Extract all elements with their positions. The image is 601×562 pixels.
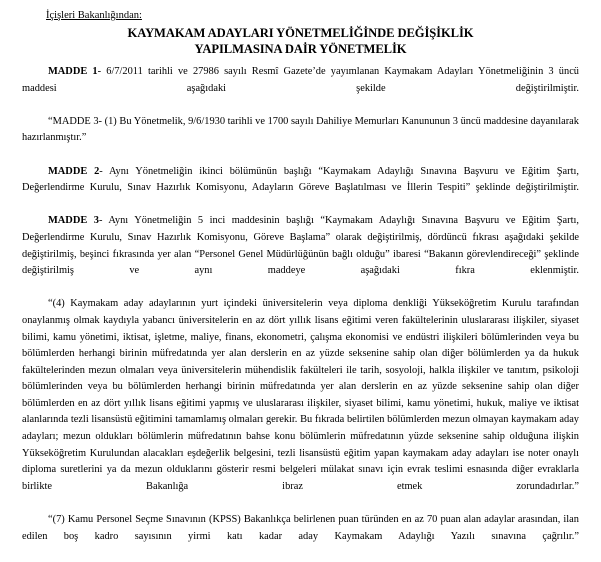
article-label-madde-1: MADDE 1 (48, 66, 98, 77)
article-madde-1 (22, 64, 579, 114)
article-madde-3-quote (22, 114, 579, 164)
article-text-madde-3: - Aynı Yönetmeliğin 5 inci maddesinin başlığı “Kaymakam Adaylığı Sınavına Başvuru ve Eğitim Şartı, Değerlendirme Kurulu, Sınav Hazırlık Komisyonu, Göreve Başlama” olarak değiştirilmiş, dördüncü fıkrası aşağıdaki şekilde değiştirilmiş, beşinci fıkrasında yer alan “Personel Genel Müdürlüğünün bağlı olduğu” ibaresi “Bakanın görevlendireceği” şeklinde değiştirilmiş ve aynı maddeye aşağıdaki fıkra eklenmiştir. (22, 215, 579, 277)
article-text-madde-2: - Aynı Yönetmeliğin ikinci bölümünün başlığı “Kaymakam Adaylığı Sınavına Başvuru ve Eğitim Şartı, Değerlendirme Kurulu, Sınav Hazırlık Komisyonu, Adayların Göreve Başlatılması ve İllerin Tespiti” şeklinde değiştirilmiştir. (22, 165, 579, 194)
article-madde-3 (22, 213, 579, 296)
page-title-line-1: KAYMAKAM ADAYLARI YÖNETMELİĞİNDE DEĞİŞİKLİK (127, 26, 474, 40)
article-text-fikra-7: “(7) Kamu Personel Seçme Sınavının (KPSS) Bakanlıkça belirlenen puan türünden en az 70 puan alan adaylar arasından, ilan edilen boş kadro sayısının yirmi katı kadar aday Kaymakam Adaylığı Yazılı sınavına çağrılır.” (22, 514, 579, 542)
article-madde-2 (22, 164, 579, 214)
page-title-line-2: YAPILMASINA DAİR YÖNETMELİK (194, 41, 407, 56)
article-text-fikra-4: “(4) Kaymakam aday adaylarının yurt içindeki üniversitelerin veya diploma denkliği Yükseköğretim Kurulu tarafından onaylanmış olmak kaydıyla yabancı üniversitelerin en az dört yıllık lisans eğitimi veren fakültelerinin uluslararası ilişkiler, siyaset bilimi, kamu yönetimi, iktisat, işletme, maliye, finans, ekonometri, çalışma ekonomisi ve endüstri ilişkileri bölümlerinden veya bu bölümlerden herhangi birinin müfredatında yer alan derslerin en az yüzde seksenine sahip olan diğer bölümlerden ya da hukuk fakültelerinden mezun olmaları veya üniversitelerin mühendislik fakülteleri ile tarih, sosyoloji, halkla ilişkiler ve tanıtım, psikoloji bölümlerinden veya bu bölümlerden herhangi birinin müfredatında yer alan derslerin en az yüzde seksenine sahip olan diğer bölümlerden en az dört yıllık lisans eğitimi yapmış ve uluslararası ilişkiler, siyaset bilimi, kamu yönetimi, hukuk, maliye ve iktisat alanlarında tezli lisansüstü eğitimini tamamlamış olmaları gerekir. Bu fıkrada belirtilen bölümlerden mezun olmayan kaymakam aday adayları; mezun oldukları bölümlerin müfredatının bahse konu bölümlerin müfredatının yüzde seksenine sahip olduğuna ilişkin Yükseköğretim Kurulundan alacakları eşdeğerlik belgesini, tezli lisansüstü eğitim yapan kaymakam aday adayları ise noter onaylı diploma suretlerini ya da mezun olduklarını gösterir resmi belgeleri mülakat sınavı için evrak teslimi esnasında diğer evraklarla birlikte Bakanlığa ibraz etmek zorundadırlar.” (22, 298, 579, 492)
issuing-authority: İçişleri Bakanlığından: (46, 10, 142, 21)
article-fikra-4 (22, 296, 579, 512)
article-label-madde-3: MADDE 3 (48, 215, 99, 227)
document-body (22, 64, 579, 562)
article-fikra-7 (22, 512, 579, 562)
page-title (22, 26, 579, 57)
article-label-madde-2: MADDE 2 (48, 165, 100, 177)
article-text-madde-1: - 6/7/2011 tarihli ve 27986 sayılı Resmî Gazete’de yayımlanan Kaymakam Adayları Yönetmeliğinin 3 üncü maddesi aşağıdaki şekilde değiştirilmiştir. (22, 66, 580, 94)
article-text-madde-3-quote: “MADDE 3- (1) Bu Yönetmelik, 9/6/1930 tarihli ve 1700 sayılı Dahiliye Memurları Kanununun 3 üncü maddesine dayanılarak hazırlanmıştır.” (22, 115, 579, 144)
